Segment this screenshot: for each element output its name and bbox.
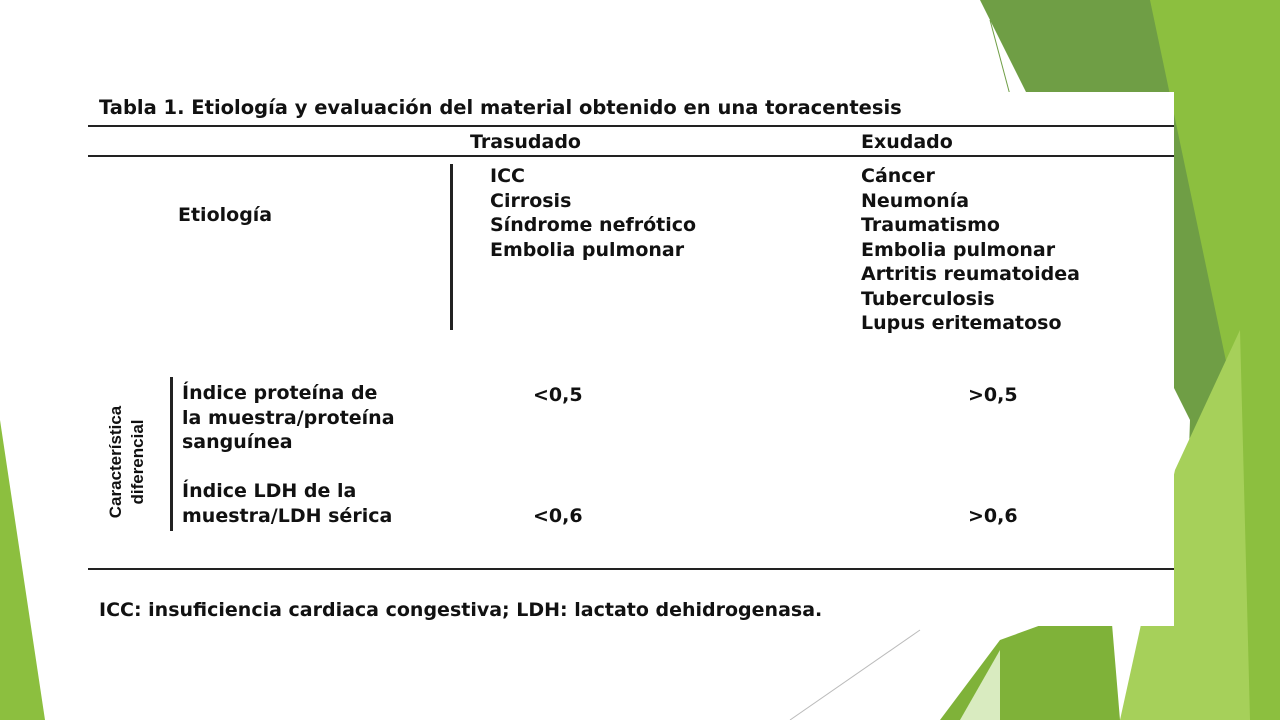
etiology-label: Etiología [178, 204, 273, 226]
table-footnote: ICC: insuficiencia cardiaca congestiva; LDH: lactato dehidrogenasa. [99, 599, 823, 621]
list-item: Tuberculosis [861, 287, 995, 310]
list-item: Cirrosis [490, 189, 572, 212]
list-item: Lupus eritematoso [861, 312, 1062, 334]
list-item: Traumatismo [861, 214, 1000, 236]
diff-row-2-exudado: >0,6 [968, 505, 1018, 527]
column-header-exudado: Exudado [861, 131, 953, 153]
list-item: Embolia pulmonar [861, 238, 1056, 261]
rule-bottom [88, 568, 1174, 570]
differential-group-label [105, 387, 165, 537]
list-item: ICC [490, 165, 525, 187]
list-item: Artritis reumatoidea [861, 263, 1080, 285]
table-figure [88, 92, 1174, 626]
list-item: Neumonía [861, 189, 970, 212]
column-header-trasudado: Trasudado [470, 131, 581, 153]
etiology-divider [450, 164, 453, 330]
decor-line-2 [790, 630, 920, 720]
decor-left-triangle [0, 420, 45, 720]
diff-row-2-trasudado: <0,6 [533, 505, 583, 527]
etiology-exudado-list [861, 164, 1080, 336]
diff-row-1-label: Índice proteína de la muestra/proteína sanguínea [182, 382, 395, 453]
rule-header [88, 155, 1174, 157]
table-title: Tabla 1. Etiología y evaluación del material obtenido en una toracentesis [99, 96, 902, 119]
diff-row-1-trasudado: <0,5 [533, 384, 583, 406]
decor-shape-faint [960, 650, 1000, 720]
list-item: Embolia pulmonar [490, 238, 685, 261]
list-item: Cáncer [861, 165, 935, 187]
diff-row-2-label: Índice LDH de la muestra/LDH sérica [182, 480, 393, 527]
etiology-trasudado-list [490, 164, 696, 262]
group-label-line2: diferencial [128, 419, 147, 505]
group-label-line1: Característica [106, 405, 125, 519]
differential-divider [170, 377, 173, 531]
rule-top [88, 125, 1174, 127]
diff-row-1-exudado: >0,5 [968, 384, 1018, 406]
list-item: Síndrome nefrótico [490, 214, 697, 236]
